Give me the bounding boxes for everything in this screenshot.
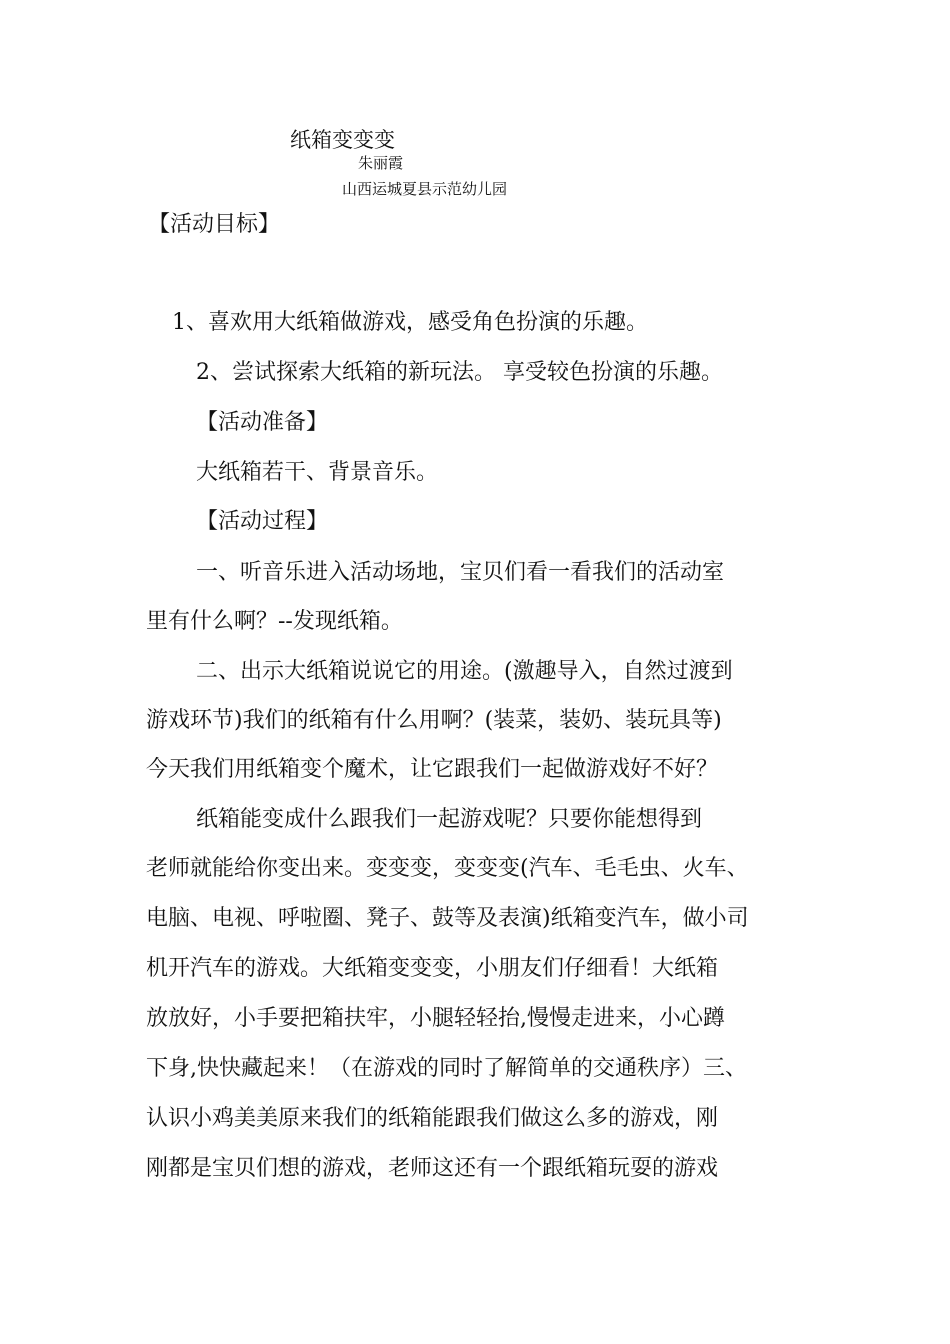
paragraph-line: 今天我们用纸箱变个魔术，让它跟我们一起做游戏好不好？ [146, 757, 719, 782]
paragraph-line: 老师就能给你变出来。变变变，变变变(汽车、毛毛虫、火车、 [146, 856, 749, 881]
paragraph-line: 纸箱能变成什么跟我们一起游戏呢？只要你能想得到 [196, 807, 703, 832]
paragraph-line: 放放好，小手要把箱扶牢，小腿轻轻抬,慢慢走进来，小心蹲 [146, 1006, 725, 1031]
goal-item-2: 2、尝试探索大纸箱的新玩法。 享受较色扮演的乐趣。 [196, 360, 723, 385]
paragraph-line: 认识小鸡美美原来我们的纸箱能跟我们做这么多的游戏，刚 [146, 1106, 719, 1131]
document-title: 纸箱变变变 [290, 128, 395, 152]
paragraph-line: 里有什么啊？--发现纸箱。 [146, 609, 403, 634]
paragraph-line: 电脑、电视、呼啦圈、凳子、鼓等及表演)纸箱变汽车，做小司 [146, 906, 749, 931]
section-heading-goals: 【活动目标】 [148, 212, 281, 237]
preparation-text: 大纸箱若干、背景音乐。 [196, 460, 439, 485]
paragraph-line: 游戏环节)我们的纸箱有什么用啊？(装菜，装奶、装玩具等) [146, 708, 722, 733]
paragraph-line: 一、听音乐进入活动场地，宝贝们看一看我们的活动室 [196, 560, 725, 585]
paragraph-line: 刚都是宝贝们想的游戏，老师这还有一个跟纸箱玩耍的游戏 [146, 1156, 719, 1181]
paragraph-line: 二、出示大纸箱说说它的用途。(激趣导入，自然过渡到 [196, 659, 733, 684]
section-heading-preparation: 【活动准备】 [196, 410, 329, 435]
paragraph-line: 下身,快快藏起来！（在游戏的同时了解简单的交通秩序）三、 [146, 1056, 747, 1081]
section-heading-process: 【活动过程】 [196, 509, 329, 534]
document-organization: 山西运城夏县示范幼儿园 [342, 180, 508, 198]
document-author: 朱丽霞 [358, 154, 404, 172]
paragraph-line: 机开汽车的游戏。大纸箱变变变，小朋友们仔细看！大纸箱 [146, 956, 719, 981]
goal-item-1: 1、喜欢用大纸箱做游戏，感受角色扮演的乐趣。 [172, 310, 648, 335]
